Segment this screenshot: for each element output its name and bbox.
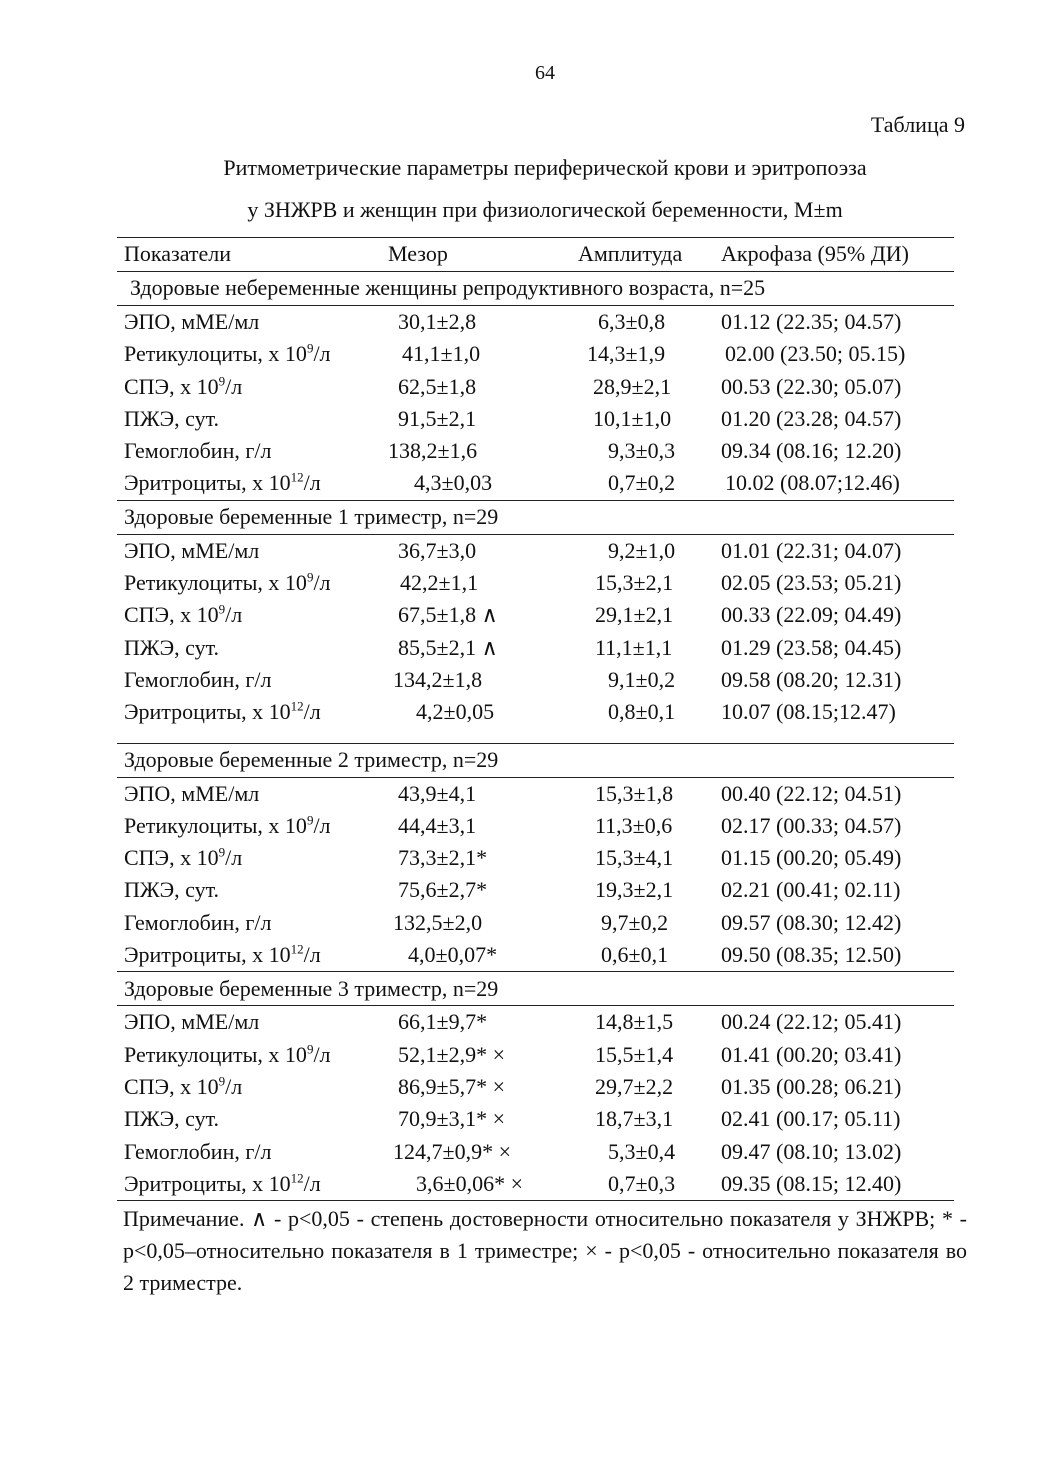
table-row bbox=[117, 1039, 954, 1071]
header-mesor: Мезор bbox=[388, 238, 578, 272]
indicator-name: ПЖЭ, сут. bbox=[124, 877, 220, 903]
mesor-value: 4,2±0,05 bbox=[416, 699, 495, 725]
indicator-cell bbox=[117, 632, 388, 664]
indicator-unit: /л bbox=[303, 942, 321, 968]
indicator-cell bbox=[117, 696, 388, 728]
indicator-cell bbox=[117, 664, 388, 696]
table-row bbox=[117, 777, 954, 810]
indicator-cell bbox=[117, 777, 388, 810]
acrophase-value: 00.33 (22.09; 04.49) bbox=[721, 602, 902, 628]
indicator-name: ЭПО, мМЕ/мл bbox=[124, 537, 260, 563]
mesor-cell bbox=[388, 403, 578, 435]
table-row bbox=[117, 664, 954, 696]
acrophase-value: 00.53 (22.30; 05.07) bbox=[721, 373, 902, 399]
table-label: Таблица 9 bbox=[870, 112, 965, 137]
acrophase-cell bbox=[721, 1136, 954, 1168]
indicator-exponent: 9 bbox=[306, 340, 314, 356]
mesor-cell bbox=[388, 874, 578, 906]
mesor-value: 4,0±0,07* bbox=[408, 942, 498, 968]
acrophase-value: 01.41 (00.20; 03.41) bbox=[721, 1041, 902, 1067]
table-row bbox=[117, 696, 954, 728]
amplitude-value: 0,8±0,1 bbox=[608, 699, 676, 725]
mesor-value: 44,4±3,1 bbox=[398, 812, 477, 838]
mesor-cell bbox=[388, 599, 578, 631]
amplitude-cell bbox=[578, 939, 721, 972]
amplitude-cell bbox=[578, 435, 721, 467]
table-row bbox=[117, 810, 954, 842]
acrophase-value: 02.21 (00.41; 02.11) bbox=[721, 877, 901, 903]
mesor-value: 75,6±2,7* bbox=[398, 877, 488, 903]
mesor-value: 36,7±3,0 bbox=[398, 537, 477, 563]
indicator-cell bbox=[117, 338, 388, 370]
amplitude-value: 11,1±1,1 bbox=[595, 634, 673, 660]
indicator-name: Ретикулоциты, х 10 bbox=[124, 341, 307, 367]
mesor-value: 134,2±1,8 bbox=[393, 666, 483, 692]
table-row bbox=[117, 907, 954, 939]
acrophase-value: 01.29 (23.58; 04.45) bbox=[721, 634, 902, 660]
table-row bbox=[117, 534, 954, 567]
indicator-exponent: 9 bbox=[306, 812, 314, 828]
acrophase-value: 02.00 (23.50; 05.15) bbox=[725, 341, 906, 367]
amplitude-cell bbox=[578, 1006, 721, 1039]
indicator-name: ПЖЭ, сут. bbox=[124, 1106, 220, 1132]
amplitude-cell bbox=[578, 632, 721, 664]
indicator-name: Ретикулоциты, х 10 bbox=[124, 570, 307, 596]
group-header-row bbox=[117, 272, 954, 306]
acrophase-value: 09.57 (08.30; 12.42) bbox=[721, 909, 902, 935]
indicator-unit: /л bbox=[313, 341, 331, 367]
indicator-exponent: 12 bbox=[290, 1170, 304, 1186]
mesor-cell bbox=[388, 1103, 578, 1135]
amplitude-value: 29,7±2,2 bbox=[595, 1073, 674, 1099]
mesor-value: 43,9±4,1 bbox=[398, 780, 477, 806]
amplitude-value: 9,1±0,2 bbox=[608, 666, 676, 692]
acrophase-cell bbox=[721, 810, 954, 842]
amplitude-value: 9,7±0,2 bbox=[601, 909, 669, 935]
mesor-cell bbox=[388, 435, 578, 467]
acrophase-cell bbox=[721, 306, 954, 339]
table-footnote: Примечание. ∧ - р<0,05 - степень достоверности относительно показателя у ЗНЖРВ; * - р<0,05–относительно показателя в 1 триместре; × - р<0,05 - относительно показателя во 2 триместре. bbox=[123, 1206, 967, 1295]
amplitude-value: 9,2±1,0 bbox=[608, 537, 676, 563]
amplitude-value: 0,7±0,3 bbox=[608, 1170, 676, 1196]
acrophase-value: 00.40 (22.12; 04.51) bbox=[721, 780, 902, 806]
indicator-name: ЭПО, мМЕ/мл bbox=[124, 1009, 260, 1035]
table-row bbox=[117, 1071, 954, 1103]
mesor-value: 138,2±1,6 bbox=[388, 438, 478, 464]
indicator-name: ПЖЭ, сут. bbox=[124, 405, 220, 431]
amplitude-value: 29,1±2,1 bbox=[595, 602, 674, 628]
acrophase-value: 00.24 (22.12; 05.41) bbox=[721, 1009, 902, 1035]
group-header-row bbox=[117, 500, 954, 534]
acrophase-value: 02.17 (00.33; 04.57) bbox=[721, 812, 902, 838]
amplitude-value: 14,8±1,5 bbox=[595, 1009, 674, 1035]
indicator-name: СПЭ, х 10 bbox=[124, 1073, 219, 1099]
acrophase-value: 10.07 (08.15;12.47) bbox=[721, 699, 896, 725]
indicator-cell bbox=[117, 1071, 388, 1103]
mesor-cell bbox=[388, 1136, 578, 1168]
indicator-exponent: 9 bbox=[218, 602, 226, 618]
amplitude-cell bbox=[578, 306, 721, 339]
acrophase-value: 02.05 (23.53; 05.21) bbox=[721, 570, 902, 596]
amplitude-value: 9,3±0,3 bbox=[608, 438, 676, 464]
indicator-cell bbox=[117, 534, 388, 567]
mesor-value: 52,1±2,9* × bbox=[398, 1041, 505, 1067]
indicator-name: СПЭ, х 10 bbox=[124, 373, 219, 399]
acrophase-cell bbox=[721, 371, 954, 403]
indicator-cell bbox=[117, 907, 388, 939]
indicator-exponent: 9 bbox=[218, 844, 226, 860]
indicator-unit: /л bbox=[225, 1073, 243, 1099]
mesor-value: 4,3±0,03 bbox=[414, 470, 493, 496]
amplitude-value: 10,1±1,0 bbox=[593, 405, 672, 431]
acrophase-cell bbox=[721, 1168, 954, 1201]
indicator-cell bbox=[117, 435, 388, 467]
header-indicators: Показатели bbox=[117, 238, 388, 272]
table-row bbox=[117, 1006, 954, 1039]
amplitude-cell bbox=[578, 874, 721, 906]
amplitude-value: 15,5±1,4 bbox=[595, 1041, 674, 1067]
indicator-name: Гемоглобин, г/л bbox=[124, 909, 272, 935]
amplitude-value: 14,3±1,9 bbox=[587, 341, 666, 367]
amplitude-cell bbox=[578, 842, 721, 874]
mesor-value: 86,9±5,7* × bbox=[398, 1073, 505, 1099]
amplitude-value: 15,3±1,8 bbox=[595, 780, 674, 806]
amplitude-cell bbox=[578, 567, 721, 599]
indicator-name: Эритроциты, х 10 bbox=[124, 699, 291, 725]
mesor-value: 41,1±1,0 bbox=[402, 341, 481, 367]
indicator-name: СПЭ, х 10 bbox=[124, 845, 219, 871]
acrophase-cell bbox=[721, 939, 954, 972]
acrophase-cell bbox=[721, 534, 954, 567]
acrophase-value: 10.02 (08.07;12.46) bbox=[725, 470, 900, 496]
indicator-cell bbox=[117, 567, 388, 599]
table-row bbox=[117, 842, 954, 874]
indicator-name: ЭПО, мМЕ/мл bbox=[124, 780, 260, 806]
amplitude-cell bbox=[578, 777, 721, 810]
indicator-cell bbox=[117, 1103, 388, 1135]
mesor-cell bbox=[388, 371, 578, 403]
indicator-name: Эритроциты, х 10 bbox=[124, 1170, 291, 1196]
group-header-row bbox=[117, 743, 954, 777]
table-header-row bbox=[117, 238, 954, 272]
mesor-value: 3,6±0,06* × bbox=[416, 1170, 523, 1196]
mesor-value: 30,1±2,8 bbox=[398, 309, 477, 334]
rhythmometric-table bbox=[117, 237, 954, 1201]
table-row bbox=[117, 939, 954, 972]
mesor-value: 73,3±2,1* bbox=[398, 845, 488, 871]
acrophase-value: 01.12 (22.35; 04.57) bbox=[721, 309, 902, 334]
amplitude-cell bbox=[578, 810, 721, 842]
indicator-cell bbox=[117, 1006, 388, 1039]
indicator-exponent: 12 bbox=[290, 698, 304, 714]
mesor-cell bbox=[388, 567, 578, 599]
table-row bbox=[117, 403, 954, 435]
mesor-value: 62,5±1,8 bbox=[398, 373, 477, 399]
amplitude-value: 11,3±0,6 bbox=[595, 812, 673, 838]
mesor-cell bbox=[388, 534, 578, 567]
amplitude-cell bbox=[578, 696, 721, 728]
mesor-cell bbox=[388, 842, 578, 874]
indicator-cell bbox=[117, 1136, 388, 1168]
indicator-cell bbox=[117, 467, 388, 500]
mesor-value: 132,5±2,0 bbox=[393, 909, 483, 935]
table-row bbox=[117, 435, 954, 467]
indicator-cell bbox=[117, 874, 388, 906]
amplitude-cell bbox=[578, 1071, 721, 1103]
indicator-exponent: 12 bbox=[290, 470, 304, 486]
acrophase-value: 01.01 (22.31; 04.07) bbox=[721, 537, 902, 563]
acrophase-cell bbox=[721, 1039, 954, 1071]
table-row bbox=[117, 306, 954, 339]
indicator-unit: /л bbox=[225, 373, 243, 399]
indicator-name: Гемоглобин, г/л bbox=[124, 666, 272, 692]
indicator-name: ПЖЭ, сут. bbox=[124, 634, 220, 660]
indicator-unit: /л bbox=[303, 470, 321, 496]
indicator-unit: /л bbox=[225, 602, 243, 628]
amplitude-cell bbox=[578, 467, 721, 500]
acrophase-cell bbox=[721, 338, 954, 370]
mesor-cell bbox=[388, 632, 578, 664]
amplitude-value: 15,3±4,1 bbox=[595, 845, 674, 871]
spacer-cell bbox=[117, 729, 954, 744]
indicator-cell bbox=[117, 1168, 388, 1201]
acrophase-cell bbox=[721, 567, 954, 599]
amplitude-cell bbox=[578, 664, 721, 696]
acrophase-value: 09.34 (08.16; 12.20) bbox=[721, 438, 902, 464]
mesor-cell bbox=[388, 306, 578, 339]
indicator-name: СПЭ, х 10 bbox=[124, 602, 219, 628]
acrophase-cell bbox=[721, 632, 954, 664]
group-spacer-row bbox=[117, 729, 954, 744]
acrophase-cell bbox=[721, 403, 954, 435]
acrophase-value: 09.58 (08.20; 12.31) bbox=[721, 666, 902, 692]
header-amplitude: Амплитуда bbox=[578, 238, 721, 272]
indicator-name: Гемоглобин, г/л bbox=[124, 438, 272, 464]
indicator-exponent: 9 bbox=[218, 1073, 226, 1089]
mesor-value: 67,5±1,8 ∧ bbox=[398, 602, 498, 628]
indicator-unit: /л bbox=[225, 845, 243, 871]
acrophase-value: 09.50 (08.35; 12.50) bbox=[721, 942, 902, 968]
acrophase-value: 01.35 (00.28; 06.21) bbox=[721, 1073, 902, 1099]
amplitude-value: 28,9±2,1 bbox=[593, 373, 672, 399]
table-row bbox=[117, 467, 954, 500]
amplitude-cell bbox=[578, 1039, 721, 1071]
amplitude-value: 5,3±0,4 bbox=[608, 1138, 676, 1164]
amplitude-value: 15,3±2,1 bbox=[595, 570, 674, 596]
acrophase-cell bbox=[721, 599, 954, 631]
indicator-unit: /л bbox=[303, 1170, 321, 1196]
indicator-name: Ретикулоциты, х 10 bbox=[124, 812, 307, 838]
indicator-cell bbox=[117, 1039, 388, 1071]
mesor-value: 70,9±3,1* × bbox=[398, 1106, 505, 1132]
table-body bbox=[117, 272, 954, 1201]
acrophase-cell bbox=[721, 1103, 954, 1135]
acrophase-value: 02.41 (00.17; 05.11) bbox=[721, 1106, 901, 1132]
acrophase-value: 09.35 (08.15; 12.40) bbox=[721, 1170, 902, 1196]
indicator-name: Гемоглобин, г/л bbox=[124, 1138, 272, 1164]
table-row bbox=[117, 874, 954, 906]
amplitude-cell bbox=[578, 599, 721, 631]
amplitude-value: 18,7±3,1 bbox=[595, 1106, 674, 1132]
acrophase-cell bbox=[721, 777, 954, 810]
amplitude-cell bbox=[578, 371, 721, 403]
table-caption-line-2: у ЗНЖРВ и женщин при физиологической беременности, M±m bbox=[247, 197, 843, 222]
indicator-cell bbox=[117, 939, 388, 972]
amplitude-cell bbox=[578, 1168, 721, 1201]
table-row bbox=[117, 338, 954, 370]
indicator-name: Эритроциты, х 10 bbox=[124, 470, 291, 496]
acrophase-value: 01.15 (00.20; 05.49) bbox=[721, 845, 902, 871]
header-acrophase: Акрофаза (95% ДИ) bbox=[721, 238, 954, 272]
acrophase-cell bbox=[721, 664, 954, 696]
table-row bbox=[117, 567, 954, 599]
mesor-cell bbox=[388, 467, 578, 500]
acrophase-cell bbox=[721, 696, 954, 728]
acrophase-cell bbox=[721, 874, 954, 906]
indicator-exponent: 12 bbox=[290, 941, 304, 957]
acrophase-cell bbox=[721, 435, 954, 467]
amplitude-value: 0,6±0,1 bbox=[601, 942, 669, 968]
group-title: Здоровые небеременные женщины репродуктивного возраста, n=25 bbox=[117, 272, 954, 306]
indicator-name: Эритроциты, х 10 bbox=[124, 942, 291, 968]
indicator-cell bbox=[117, 403, 388, 435]
mesor-cell bbox=[388, 696, 578, 728]
acrophase-value: 01.20 (23.28; 04.57) bbox=[721, 405, 902, 431]
indicator-cell bbox=[117, 842, 388, 874]
indicator-cell bbox=[117, 306, 388, 339]
mesor-cell bbox=[388, 810, 578, 842]
indicator-unit: /л bbox=[303, 699, 321, 725]
indicator-exponent: 9 bbox=[306, 569, 314, 585]
mesor-cell bbox=[388, 1071, 578, 1103]
amplitude-value: 0,7±0,2 bbox=[608, 470, 676, 496]
group-title: Здоровые беременные 3 триместр, n=29 bbox=[117, 972, 954, 1006]
amplitude-cell bbox=[578, 338, 721, 370]
mesor-cell bbox=[388, 338, 578, 370]
mesor-cell bbox=[388, 939, 578, 972]
indicator-name: Ретикулоциты, х 10 bbox=[124, 1041, 307, 1067]
amplitude-cell bbox=[578, 1136, 721, 1168]
amplitude-cell bbox=[578, 403, 721, 435]
page-number: 64 bbox=[535, 62, 555, 84]
mesor-value: 91,5±2,1 bbox=[398, 405, 477, 431]
group-title: Здоровые беременные 2 триместр, n=29 bbox=[117, 743, 954, 777]
amplitude-cell bbox=[578, 907, 721, 939]
table-row bbox=[117, 1103, 954, 1135]
table-row bbox=[117, 1168, 954, 1201]
mesor-value: 66,1±9,7* bbox=[398, 1009, 488, 1035]
table-caption-line-1: Ритмометрические параметры периферической крови и эритропоэза bbox=[223, 155, 867, 180]
table-row bbox=[117, 1136, 954, 1168]
mesor-value: 42,2±1,1 bbox=[400, 570, 479, 596]
amplitude-cell bbox=[578, 1103, 721, 1135]
indicator-cell bbox=[117, 599, 388, 631]
mesor-cell bbox=[388, 907, 578, 939]
group-header-row bbox=[117, 972, 954, 1006]
indicator-unit: /л bbox=[313, 812, 331, 838]
group-title: Здоровые беременные 1 триместр, n=29 bbox=[117, 500, 954, 534]
indicator-unit: /л bbox=[313, 1041, 331, 1067]
table-row bbox=[117, 632, 954, 664]
acrophase-cell bbox=[721, 467, 954, 500]
mesor-cell bbox=[388, 1039, 578, 1071]
table-row bbox=[117, 599, 954, 631]
amplitude-value: 19,3±2,1 bbox=[595, 877, 674, 903]
indicator-exponent: 9 bbox=[218, 373, 226, 389]
indicator-name: ЭПО, мМЕ/мл bbox=[124, 309, 260, 334]
acrophase-cell bbox=[721, 842, 954, 874]
indicator-cell bbox=[117, 371, 388, 403]
mesor-value: 124,7±0,9* × bbox=[393, 1138, 511, 1164]
mesor-cell bbox=[388, 1006, 578, 1039]
amplitude-value: 6,3±0,8 bbox=[598, 309, 666, 334]
acrophase-value: 09.47 (08.10; 13.02) bbox=[721, 1138, 902, 1164]
amplitude-cell bbox=[578, 534, 721, 567]
acrophase-cell bbox=[721, 1006, 954, 1039]
mesor-cell bbox=[388, 1168, 578, 1201]
indicator-cell bbox=[117, 810, 388, 842]
mesor-cell bbox=[388, 664, 578, 696]
table-row bbox=[117, 371, 954, 403]
acrophase-cell bbox=[721, 907, 954, 939]
mesor-cell bbox=[388, 777, 578, 810]
indicator-exponent: 9 bbox=[306, 1041, 314, 1057]
indicator-unit: /л bbox=[313, 570, 331, 596]
acrophase-cell bbox=[721, 1071, 954, 1103]
mesor-value: 85,5±2,1 ∧ bbox=[398, 634, 498, 660]
